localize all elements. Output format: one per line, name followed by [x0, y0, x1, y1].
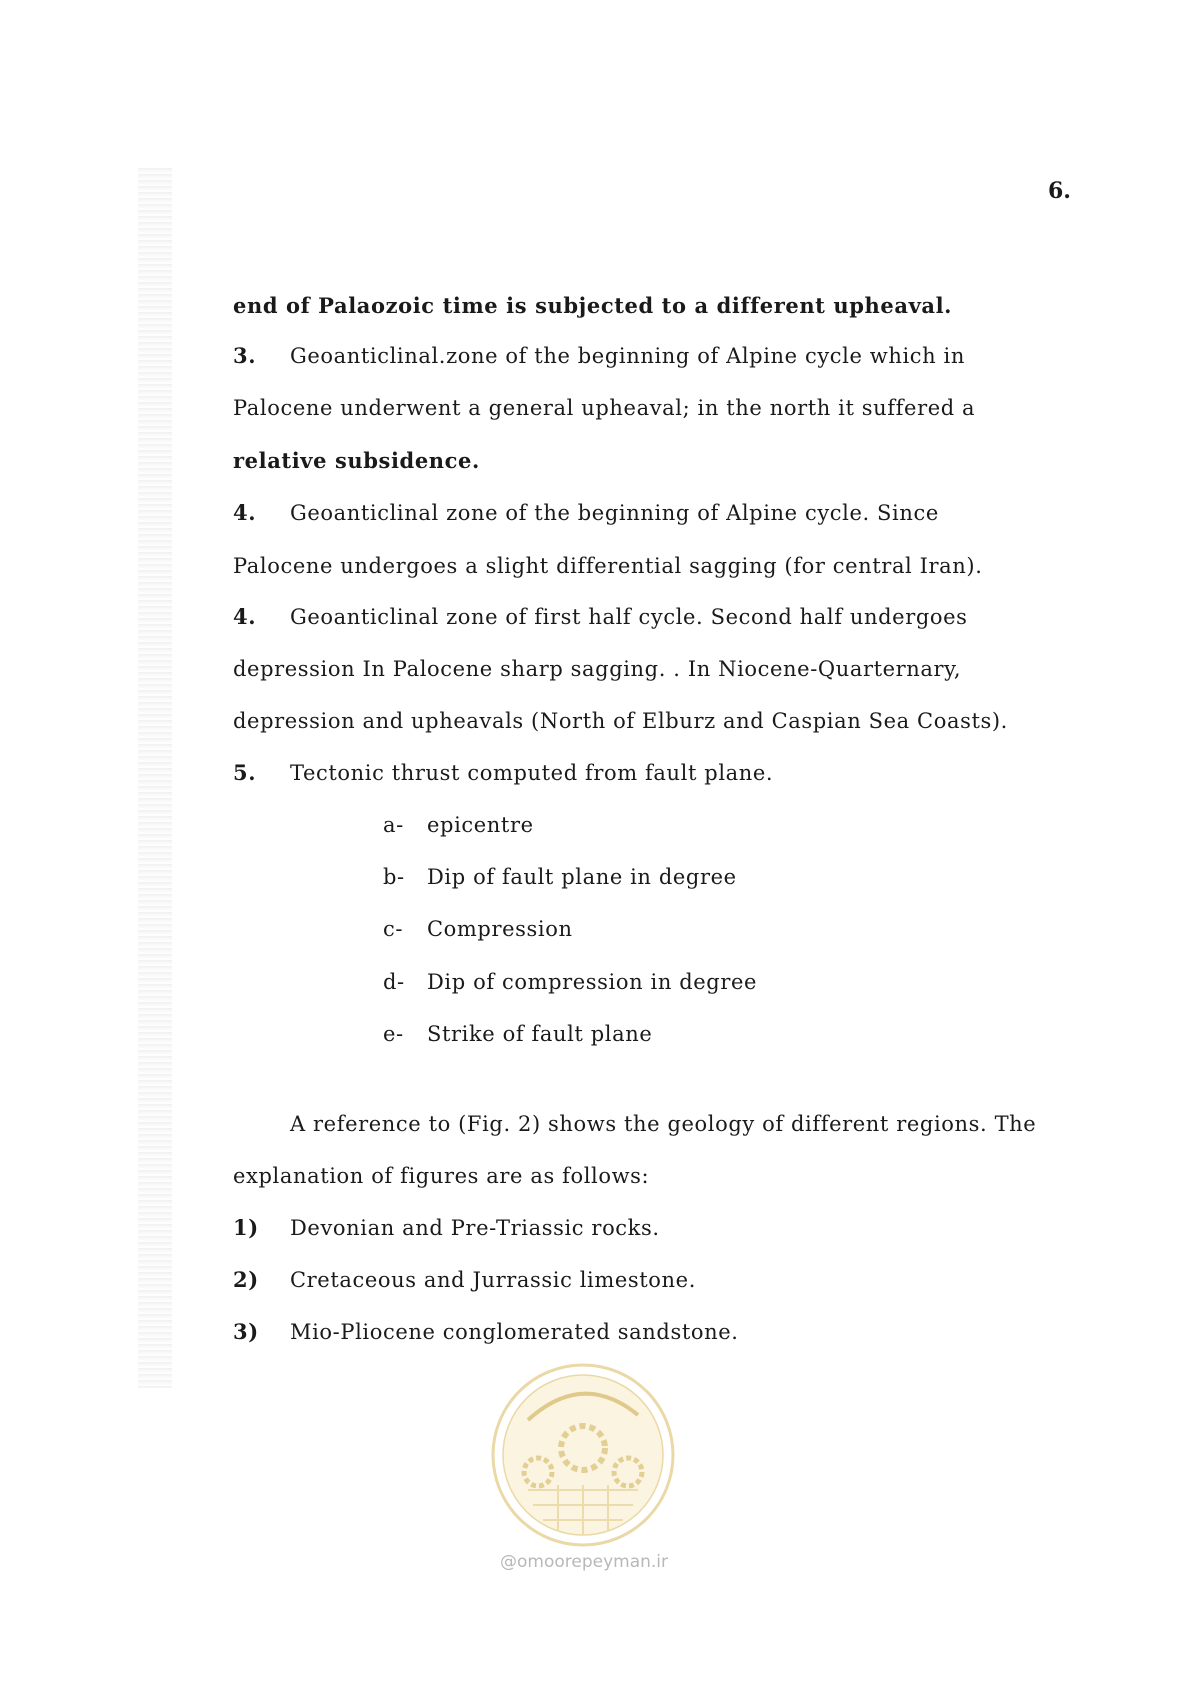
body-line-6: Palocene undergoes a slight differential sagging (for central Iran). — [233, 554, 983, 578]
figure-text: Mio-Pliocene conglomerated sandstone. — [290, 1320, 739, 1344]
figure-text: Devonian and Pre-Triassic rocks. — [290, 1216, 660, 1240]
body-line-9: depression and upheavals (North of Elburz and Caspian Sea Coasts). — [233, 709, 1008, 733]
paragraph-line-1: A reference to (Fig. 2) shows the geology of different regions. The — [290, 1112, 1037, 1136]
sub-item-text: Dip of compression in degree — [427, 970, 758, 994]
item-number: 4. — [233, 604, 257, 629]
watermark-seal — [488, 1360, 678, 1550]
sub-item-letter: a- — [383, 813, 404, 837]
sub-item — [383, 812, 534, 838]
sub-item-letter: b- — [383, 865, 405, 889]
sub-item — [383, 864, 737, 890]
figure-number: 2) — [233, 1267, 259, 1292]
body-line-8: depression In Palocene sharp sagging. . In Niocene-Quarternary, — [233, 657, 962, 681]
sub-item-text: Dip of fault plane in degree — [427, 865, 737, 889]
item-number: 5. — [233, 760, 257, 785]
sub-item-text: Strike of fault plane — [427, 1022, 653, 1046]
item-number: 3. — [233, 343, 257, 368]
sub-item — [383, 969, 757, 995]
scan-edge-artifact — [138, 168, 172, 1388]
item-number: 4. — [233, 500, 257, 525]
sub-item-letter: e- — [383, 1022, 404, 1046]
paragraph-line-2: explanation of figures are as follows: — [233, 1164, 650, 1188]
body-line-4: relative subsidence. — [233, 448, 480, 473]
body-line-1: end of Palaozoic time is subjected to a different upheaval. — [233, 293, 953, 318]
watermark-website: @omoorepeyman.ir — [500, 1552, 669, 1572]
body-line-7: Geoanticlinal zone of first half cycle. Second half undergoes — [290, 605, 968, 629]
sub-item — [383, 1021, 652, 1047]
sub-item-text: Compression — [427, 917, 573, 941]
figure-text: Cretaceous and Jurrassic limestone. — [290, 1268, 696, 1292]
figure-number: 3) — [233, 1319, 259, 1344]
sub-item-letter: c- — [383, 917, 404, 941]
sub-item — [383, 916, 573, 942]
page-number: 6. — [1048, 178, 1071, 204]
body-line-10: Tectonic thrust computed from fault plane. — [290, 761, 774, 785]
body-line-5: Geoanticlinal zone of the beginning of Alpine cycle. Since — [290, 501, 939, 525]
body-line-2: Geoanticlinal.zone of the beginning of Alpine cycle which in — [290, 344, 965, 368]
body-line-3: Palocene underwent a general upheaval; in the north it suffered a — [233, 396, 976, 420]
sub-item-letter: d- — [383, 970, 405, 994]
figure-number: 1) — [233, 1215, 259, 1240]
sub-item-text: epicentre — [427, 813, 534, 837]
